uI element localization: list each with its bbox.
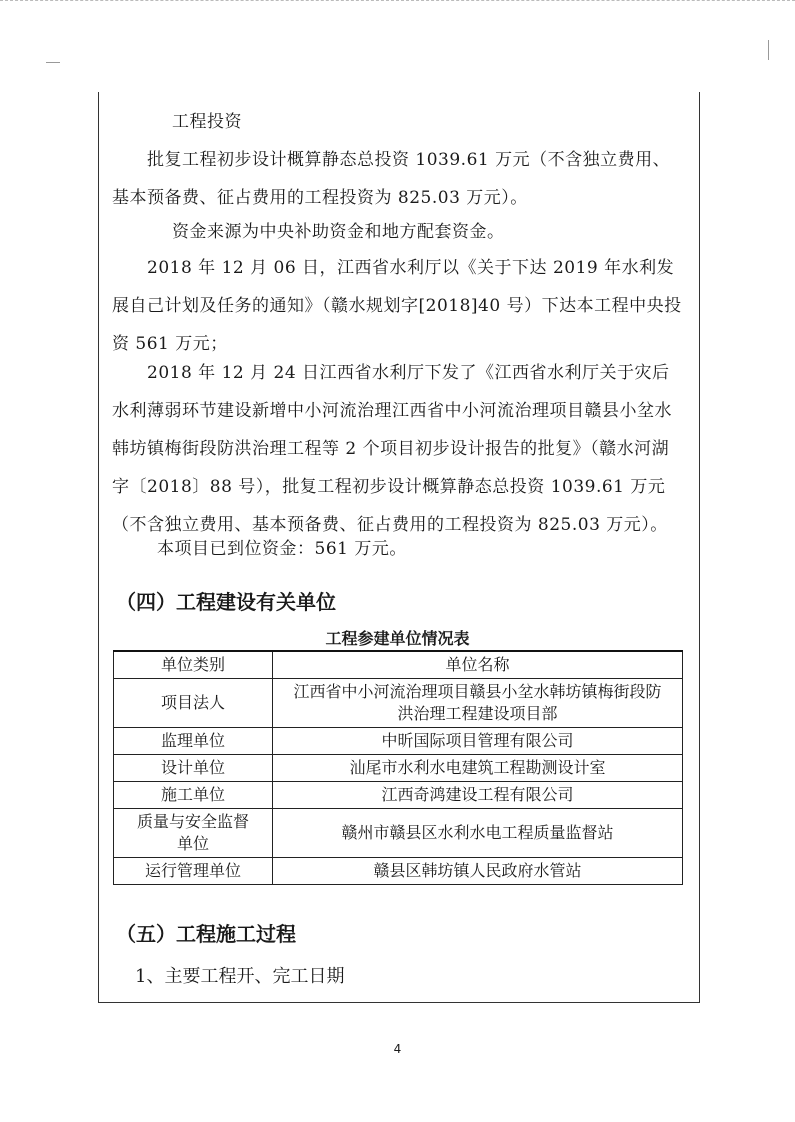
investment-paragraph-2: 资金来源为中央补助资金和地方配套资金。 (172, 222, 505, 242)
cell-unit-name: 江西省中小河流治理项目赣县小坌水韩坊镇梅街段防洪治理工程建设项目部 (273, 679, 683, 728)
header-unit-type: 单位类别 (114, 651, 273, 679)
table-row (114, 728, 683, 755)
table-row (114, 755, 683, 782)
table-title: 工程参建单位情况表 (325, 629, 470, 648)
section-5-subheading: 1、主要工程开、完工日期 (135, 966, 345, 987)
cell-unit-type: 质量与安全监督单位 (114, 809, 273, 858)
scan-mark (768, 40, 769, 60)
cell-unit-type: 施工单位 (114, 782, 273, 809)
cell-unit-name: 中昕国际项目管理有限公司 (273, 728, 683, 755)
table-row (114, 679, 683, 728)
section-5-heading: （五）工程施工过程 (116, 922, 296, 946)
table-row (114, 809, 683, 858)
investment-title: 工程投资 (172, 112, 242, 132)
investment-paragraph-3: 2018 年 12 月 06 日，江西省水利厅以《关于下达 2019 年水利发展自己计划及任务的通知》（赣水规划字[2018]40 号）下达本工程中央投资 561 万元； (112, 258, 682, 354)
section-4-heading: （四）工程建设有关单位 (116, 590, 336, 614)
table-header-row (114, 651, 683, 679)
investment-paragraph-1: 批复工程初步设计概算静态总投资 1039.61 万元（不含独立费用、基本预备费、征占费用的工程投资为 825.03 万元）。 (112, 150, 671, 208)
scan-mark (46, 62, 60, 63)
cell-unit-name: 赣县区韩坊镇人民政府水管站 (273, 858, 683, 885)
cell-unit-name: 赣州市赣县区水利水电工程质量监督站 (273, 809, 683, 858)
investment-paragraph-5: 本项目已到位资金：561 万元。 (157, 539, 407, 559)
cell-unit-type: 运行管理单位 (114, 858, 273, 885)
cell-unit-type: 监理单位 (114, 728, 273, 755)
cell-unit-name: 汕尾市水利水电建筑工程勘测设计室 (273, 755, 683, 782)
investment-paragraph-4: 2018 年 12 月 24 日江西省水利厅下发了《江西省水利厅关于灾后水利薄弱环节建设新增中小河流治理江西省中小河流治理项目赣县小坌水韩坊镇梅街段防洪治理工程等 2 个项目初步设计报告的批复》（赣水河湖字〔2018〕88 号），批复工程初步设计概算静态总投资 1039.61 万元（不含独立费用、基本预备费、征占费用的工程投资为 825.03 万元）。 (112, 363, 672, 535)
scan-top-edge (0, 0, 795, 5)
cell-unit-type: 项目法人 (114, 679, 273, 728)
page-number: 4 (393, 1042, 402, 1056)
header-unit-name: 单位名称 (273, 651, 683, 679)
units-table (113, 650, 683, 885)
cell-unit-type: 设计单位 (114, 755, 273, 782)
table-row (114, 782, 683, 809)
cell-unit-name: 江西奇鸿建设工程有限公司 (273, 782, 683, 809)
table-row (114, 858, 683, 885)
